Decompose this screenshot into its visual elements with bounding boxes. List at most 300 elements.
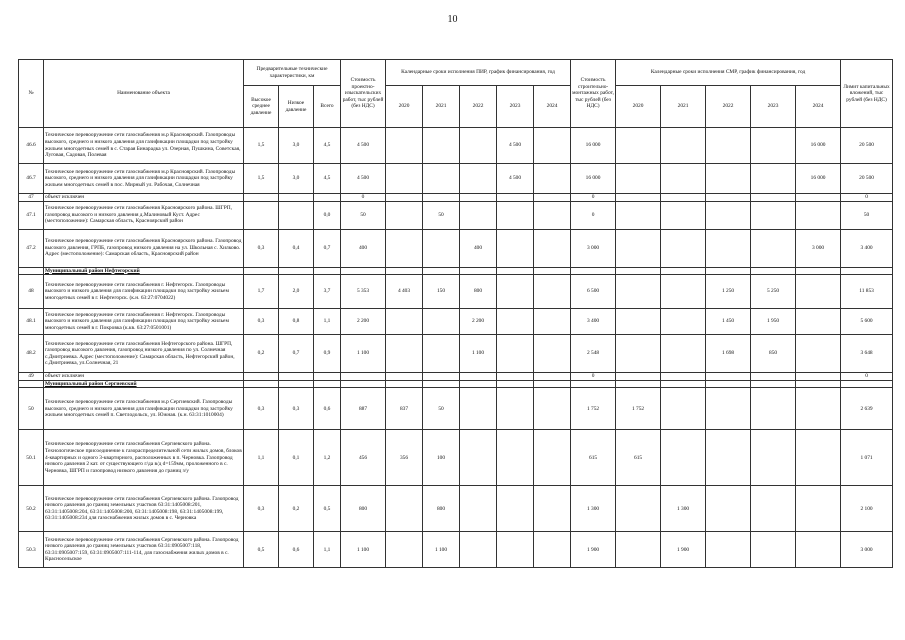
cell-value: 20 500 xyxy=(841,164,893,194)
cell-value: 1 698 xyxy=(706,335,751,373)
cell-value: 0,6 xyxy=(279,532,314,568)
cell-value xyxy=(386,194,423,202)
cell xyxy=(616,267,661,275)
header-low-pressure: Низкое давление xyxy=(279,86,314,128)
cell-value: 1 100 xyxy=(341,335,386,373)
cell-value xyxy=(460,128,497,164)
cell-value: 837 xyxy=(386,388,423,430)
cell-value xyxy=(751,164,796,194)
cell-value xyxy=(751,388,796,430)
cell-value xyxy=(497,532,534,568)
cell-value: 800 xyxy=(460,275,497,309)
cell-value xyxy=(497,335,534,373)
cell-value xyxy=(423,164,460,194)
cell-value: 0,7 xyxy=(279,335,314,373)
cell-value: 0,9 xyxy=(314,335,341,373)
cell-value xyxy=(706,229,751,267)
table-row xyxy=(19,388,893,430)
cell xyxy=(279,267,314,275)
cell-value xyxy=(661,430,706,486)
cell-value xyxy=(706,201,751,229)
cell-name: Техническое перевооружение сети газоснабжения Сергиевского района. Технологическое присоединение к газораспределительной сети жилых домов, блоков 4-квартирных и одного 3-квартирного, расположенных в п. Черновка. Газопровод низкого давления 2 кат. от существующего г/да в/д d=159мм, проложенного в с. Черновка, ШГРП и газопровод низкого давления до границ з/у xyxy=(44,430,244,486)
cell xyxy=(244,380,279,388)
cell xyxy=(796,380,841,388)
table-row xyxy=(19,201,893,229)
section-row xyxy=(19,380,893,388)
cell-value: 3,0 xyxy=(279,128,314,164)
cell-num: 48.1 xyxy=(19,309,44,335)
cell-value xyxy=(796,275,841,309)
cell xyxy=(841,380,893,388)
cell-value: 0,5 xyxy=(314,486,341,532)
cell-value xyxy=(751,194,796,202)
cell-value: 1 300 xyxy=(571,486,616,532)
cell-value: 50 xyxy=(841,201,893,229)
header-pir-year: 2021 xyxy=(423,86,460,128)
cell-value xyxy=(706,128,751,164)
cell-value: 1 450 xyxy=(706,309,751,335)
cell-value: 0,3 xyxy=(244,309,279,335)
cell-value xyxy=(497,486,534,532)
table-row xyxy=(19,532,893,568)
cell-value: 20 500 xyxy=(841,128,893,164)
cell-name: Техническое перевооружение сети газоснабжения Красноярского района. Газопровод высокого давления, ГРПБ, газопровод низкого давления на ул. Школьная с. Хилково. Адрес (местоположение): Самарская область, Красноярский район xyxy=(44,229,244,267)
header-smr-year: 2023 xyxy=(751,86,796,128)
cell xyxy=(19,380,44,388)
cell-value: 3 000 xyxy=(571,229,616,267)
cell-value: 1 071 xyxy=(841,430,893,486)
cell-value: 2 639 xyxy=(841,388,893,430)
cell-value: 3 400 xyxy=(571,309,616,335)
cell-value xyxy=(661,309,706,335)
cell-value xyxy=(796,201,841,229)
header-pir-year: 2023 xyxy=(497,86,534,128)
cell xyxy=(661,267,706,275)
cell-value: 0,5 xyxy=(244,532,279,568)
cell xyxy=(460,380,497,388)
table-row xyxy=(19,194,893,202)
cell-value xyxy=(706,532,751,568)
table-row xyxy=(19,430,893,486)
cell-value xyxy=(386,486,423,532)
cell-value xyxy=(386,201,423,229)
cell-value xyxy=(661,194,706,202)
cell-value xyxy=(534,194,571,202)
cell-name: объект исключен xyxy=(44,373,244,381)
cell-value: 0,3 xyxy=(244,388,279,430)
cell xyxy=(571,380,616,388)
cell-value: 3 400 xyxy=(841,229,893,267)
cell-value xyxy=(497,373,534,381)
header-smr-year: 2022 xyxy=(706,86,751,128)
cell-num: 47 xyxy=(19,194,44,202)
cell-value: 0,3 xyxy=(279,388,314,430)
cell-value xyxy=(386,164,423,194)
cell-value: 0 xyxy=(571,373,616,381)
header-capital: Лимит капитальных вложений, тыс рублей (без НДС) xyxy=(841,60,893,128)
cell xyxy=(341,267,386,275)
cell-value xyxy=(423,229,460,267)
cell-value: 800 xyxy=(341,486,386,532)
cell-value: 1,5 xyxy=(244,128,279,164)
cell-value: 0,6 xyxy=(314,388,341,430)
cell-value: 16 000 xyxy=(571,164,616,194)
cell-value xyxy=(534,486,571,532)
cell-value: 1,5 xyxy=(244,164,279,194)
cell xyxy=(661,380,706,388)
cell-num: 50.1 xyxy=(19,430,44,486)
cell-value xyxy=(661,201,706,229)
cell-num: 48 xyxy=(19,275,44,309)
cell-value: 1 752 xyxy=(571,388,616,430)
cell-value xyxy=(386,229,423,267)
cell-value: 16 000 xyxy=(571,128,616,164)
cell-value: 0,2 xyxy=(244,335,279,373)
cell xyxy=(279,380,314,388)
cell-value xyxy=(616,335,661,373)
cell-value xyxy=(751,430,796,486)
cell-value xyxy=(796,335,841,373)
cell-value: 1 950 xyxy=(751,309,796,335)
cell-value xyxy=(796,373,841,381)
cell xyxy=(571,267,616,275)
cell-num: 50.2 xyxy=(19,486,44,532)
cell-value: 50 xyxy=(341,201,386,229)
cell xyxy=(460,267,497,275)
cell-value: 615 xyxy=(571,430,616,486)
cell-value: 1 300 xyxy=(661,486,706,532)
cell-num: 46.6 xyxy=(19,128,44,164)
cell-num: 47.2 xyxy=(19,229,44,267)
cell-value xyxy=(460,532,497,568)
cell-value: 3 000 xyxy=(796,229,841,267)
cell-value xyxy=(279,373,314,381)
cell-value: 356 xyxy=(386,430,423,486)
cell-name: Техническое перевооружение сети газоснабжения м.р Красноярский. Газопроводы высокого, среднего и низкого давления для газификации площадки под застройку жильем многодетных семей в пос. Мирный ул. Рабочая, Солнечная xyxy=(44,164,244,194)
table-row xyxy=(19,275,893,309)
cell-value: 0,3 xyxy=(244,229,279,267)
cell xyxy=(244,267,279,275)
cell xyxy=(497,380,534,388)
cell-value: 5 600 xyxy=(841,309,893,335)
cell-value xyxy=(534,335,571,373)
table-row xyxy=(19,309,893,335)
cell-value xyxy=(423,335,460,373)
cell-value xyxy=(616,275,661,309)
cell-value xyxy=(386,532,423,568)
cell-value xyxy=(423,194,460,202)
cell-value xyxy=(706,373,751,381)
cell xyxy=(19,267,44,275)
cell xyxy=(751,267,796,275)
cell-value: 0,3 xyxy=(244,486,279,532)
cell-value xyxy=(460,430,497,486)
cell xyxy=(497,267,534,275)
cell-value: 1,2 xyxy=(314,430,341,486)
cell-value: 50 xyxy=(423,201,460,229)
cell-value xyxy=(534,229,571,267)
cell-name: Техническое перевооружение сети газоснабжения Сергиевского района. Газопровод низкого давления до границ земельных участков 63:31:1405008:201, 63:31:1405008:204, 63:31:1405008:200, 63:31:1405008:198, 63:31:1405008:199, 63:31:1405008:234 для газоснабжения жилых домов в с. Черновка xyxy=(44,486,244,532)
cell-num: 50.3 xyxy=(19,532,44,568)
cell-value: 50 xyxy=(423,388,460,430)
cell-value: 4 500 xyxy=(497,128,534,164)
cell-value: 456 xyxy=(341,430,386,486)
cell xyxy=(341,380,386,388)
cell-value: 3 000 xyxy=(841,532,893,568)
cell-value xyxy=(796,309,841,335)
cell xyxy=(314,380,341,388)
cell-value xyxy=(423,128,460,164)
cell-value: 0,0 xyxy=(314,201,341,229)
section-row xyxy=(19,267,893,275)
cell xyxy=(706,380,751,388)
table-row xyxy=(19,229,893,267)
cell xyxy=(314,267,341,275)
section-title: Муниципальный район Сергиевский xyxy=(44,380,244,388)
cell-value: 0,2 xyxy=(279,486,314,532)
cell-value xyxy=(386,309,423,335)
cell-value: 11 853 xyxy=(841,275,893,309)
cell-value xyxy=(460,164,497,194)
cell-value: 4,5 xyxy=(314,164,341,194)
cell-value: 1,1 xyxy=(244,430,279,486)
cell-value: 887 xyxy=(341,388,386,430)
cell-value xyxy=(616,164,661,194)
cell-value xyxy=(751,229,796,267)
cell-num: 50 xyxy=(19,388,44,430)
cell-value xyxy=(661,388,706,430)
cell-value: 1 250 xyxy=(706,275,751,309)
cell-value xyxy=(534,275,571,309)
cell-value xyxy=(796,532,841,568)
cell-value: 2 200 xyxy=(460,309,497,335)
cell-value: 615 xyxy=(616,430,661,486)
cell-value xyxy=(341,373,386,381)
cell-value xyxy=(661,128,706,164)
header-smr-year: 2021 xyxy=(661,86,706,128)
cell-value xyxy=(616,309,661,335)
cell-value xyxy=(460,388,497,430)
cell-value xyxy=(497,275,534,309)
cell-value xyxy=(616,229,661,267)
cell xyxy=(706,267,751,275)
cell-value xyxy=(751,532,796,568)
table-row xyxy=(19,164,893,194)
cell-value: 1,1 xyxy=(314,309,341,335)
header-smr-year: 2024 xyxy=(796,86,841,128)
cell-value: 3,7 xyxy=(314,275,341,309)
cell xyxy=(616,380,661,388)
cell xyxy=(534,267,571,275)
cell-value xyxy=(460,194,497,202)
cell-value: 1 100 xyxy=(423,532,460,568)
cell-name: объект исключен xyxy=(44,194,244,202)
cell-value xyxy=(279,201,314,229)
cell-value: 0 xyxy=(841,373,893,381)
cell-value xyxy=(706,486,751,532)
cell-value: 400 xyxy=(341,229,386,267)
cell-value xyxy=(279,194,314,202)
table-row xyxy=(19,128,893,164)
cell-value: 3,0 xyxy=(279,164,314,194)
cell-value xyxy=(534,128,571,164)
cell-value xyxy=(497,201,534,229)
cell-value: 0 xyxy=(571,194,616,202)
cell-value: 5 353 xyxy=(341,275,386,309)
cell-value xyxy=(616,128,661,164)
cell-value: 0,7 xyxy=(314,229,341,267)
cell-value xyxy=(751,373,796,381)
cell xyxy=(386,380,423,388)
cell-value xyxy=(796,194,841,202)
cell-value xyxy=(460,486,497,532)
cell xyxy=(423,267,460,275)
table-row xyxy=(19,335,893,373)
cell-name: Техническое перевооружение сети газоснабжения Нефтегорского района. ШГРП, газопровод высокого давления, газопровод низкого давления по ул. Солнечная с.Дмитриевка. Адрес (местоположение): Самарская область, Нефтегорский район, с.Дмитриевка, ул.Солнечная, 21 xyxy=(44,335,244,373)
cell-value: 4 500 xyxy=(497,164,534,194)
cell-value xyxy=(497,229,534,267)
cell-value xyxy=(386,128,423,164)
cell-value xyxy=(706,388,751,430)
cell-name: Техническое перевооружение сети газоснабжения м.р Сергиевский. Газопроводы высокого, среднего и низкого давления для газификации площадки под застройку жильем многодетных семей п. Светлодольск, ул. Южная. (к.н. 63:31:1010004) xyxy=(44,388,244,430)
cell-value: 400 xyxy=(460,229,497,267)
cell-name: Техническое перевооружение сети газоснабжения Красноярского района. ШГРП, газопровод высокого и низкого давления д.Малиновый Куст. Адрес (местоположение): Самарская область, Красноярский район xyxy=(44,201,244,229)
header-smr-group: Календарные сроки исполнения СМР, график финансирования, год xyxy=(616,60,841,86)
cell-value: 2 100 xyxy=(841,486,893,532)
cell-value: 2 200 xyxy=(341,309,386,335)
header-pir-year: 2024 xyxy=(534,86,571,128)
cell-num: 47.1 xyxy=(19,201,44,229)
header-pir-year: 2020 xyxy=(386,86,423,128)
cell-value xyxy=(796,388,841,430)
cell-value xyxy=(796,430,841,486)
cell-value: 850 xyxy=(751,335,796,373)
cell-value: 2,0 xyxy=(279,275,314,309)
cell-value xyxy=(460,373,497,381)
cell-value: 4 500 xyxy=(341,128,386,164)
cell-num: 46.7 xyxy=(19,164,44,194)
cell-value xyxy=(314,373,341,381)
cell-value: 150 xyxy=(423,275,460,309)
cell-value xyxy=(661,229,706,267)
table-row xyxy=(19,373,893,381)
cell-value: 0 xyxy=(341,194,386,202)
cell xyxy=(423,380,460,388)
cell-value xyxy=(751,128,796,164)
cell-name: Техническое перевооружение сети газоснабжения г. Нефтегорск. Газопроводы высокого и низкого давления для газификации площадки под застройку жильем многодетных семей в г. Покровка (к.кв. 63:27:0501001) xyxy=(44,309,244,335)
cell xyxy=(796,267,841,275)
cell-value xyxy=(244,194,279,202)
header-high-pressure: Высокое среднее давление xyxy=(244,86,279,128)
cell-value xyxy=(423,309,460,335)
cell-name: Техническое перевооружение сети газоснабжения г. Нефтегорск. Газопроводы высокого и низкого давления для газификации площадки под застройку жильем многодетных семей в г. Нефтегорск. (к.н. 63:27:0704022) xyxy=(44,275,244,309)
cell-value xyxy=(796,486,841,532)
cell-value: 1 100 xyxy=(460,335,497,373)
cell xyxy=(841,267,893,275)
cell-value: 1 900 xyxy=(661,532,706,568)
cell-value xyxy=(616,373,661,381)
cell-value xyxy=(534,388,571,430)
cell-value: 800 xyxy=(423,486,460,532)
cell-num: 48.2 xyxy=(19,335,44,373)
header-pir-group: Календарные сроки исполнения ПИР, график финансирования, год xyxy=(386,60,571,86)
cell-value: 1 752 xyxy=(616,388,661,430)
cell-name: Техническое перевооружение сети газоснабжения м.р Красноярский. Газопроводы высокого, среднего и низкого давления для газификации площадки под застройку жильем многодетных семей в с. Старая Бинарадка ул. Озерная, Пушкина, Советская, Луговая, Садовая, Полевая xyxy=(44,128,244,164)
cell-value xyxy=(661,335,706,373)
cell-value xyxy=(423,373,460,381)
cell-value xyxy=(661,164,706,194)
cell-value xyxy=(751,201,796,229)
table-row xyxy=(19,486,893,532)
cell-value: 6 500 xyxy=(571,275,616,309)
header-num: № xyxy=(19,60,44,128)
cell-value: 0,8 xyxy=(279,309,314,335)
cell-value xyxy=(497,194,534,202)
section-title: Муниципальный район Нефтегорский xyxy=(44,267,244,275)
cell-value: 0,1 xyxy=(279,430,314,486)
cell-value xyxy=(314,194,341,202)
cell-value xyxy=(661,373,706,381)
cell-value xyxy=(751,486,796,532)
cell-value xyxy=(534,201,571,229)
cell-value xyxy=(616,532,661,568)
cell-value xyxy=(616,201,661,229)
header-tech-group: Предварительные технические характеристики, км xyxy=(244,60,341,86)
cell-value: 4,5 xyxy=(314,128,341,164)
header-name: Наименование объекта xyxy=(44,60,244,128)
cell-value xyxy=(497,430,534,486)
cell-value: 4 500 xyxy=(341,164,386,194)
cell-value: 16 000 xyxy=(796,164,841,194)
header-cost-pir: Стоимость проектно-изыскательских работ, тыс рублей (без НДС) xyxy=(341,60,386,128)
cell-value xyxy=(706,164,751,194)
cell-value: 1,7 xyxy=(244,275,279,309)
table-body xyxy=(19,128,893,568)
cell xyxy=(534,380,571,388)
cell-value xyxy=(497,309,534,335)
cell-value xyxy=(244,373,279,381)
investment-table xyxy=(18,59,893,568)
cell-value: 0 xyxy=(841,194,893,202)
cell-value: 1,1 xyxy=(314,532,341,568)
cell-value xyxy=(661,275,706,309)
cell xyxy=(386,267,423,275)
cell-value xyxy=(244,201,279,229)
cell-value xyxy=(534,532,571,568)
cell-value xyxy=(386,373,423,381)
cell-num: 49 xyxy=(19,373,44,381)
cell-value: 1 900 xyxy=(571,532,616,568)
cell-value: 1 100 xyxy=(341,532,386,568)
cell-value xyxy=(460,201,497,229)
cell-value: 4 403 xyxy=(386,275,423,309)
cell-value xyxy=(534,373,571,381)
cell-value: 100 xyxy=(423,430,460,486)
cell-value xyxy=(497,388,534,430)
page-number: 10 xyxy=(447,14,458,25)
cell-value xyxy=(616,194,661,202)
cell-value xyxy=(706,430,751,486)
cell-value: 16 000 xyxy=(796,128,841,164)
cell-value xyxy=(534,430,571,486)
header-smr-year: 2020 xyxy=(616,86,661,128)
cell-value: 2 548 xyxy=(571,335,616,373)
header-pir-year: 2022 xyxy=(460,86,497,128)
cell-value xyxy=(534,309,571,335)
cell-value xyxy=(534,164,571,194)
cell-value xyxy=(386,335,423,373)
cell-value: 0,4 xyxy=(279,229,314,267)
